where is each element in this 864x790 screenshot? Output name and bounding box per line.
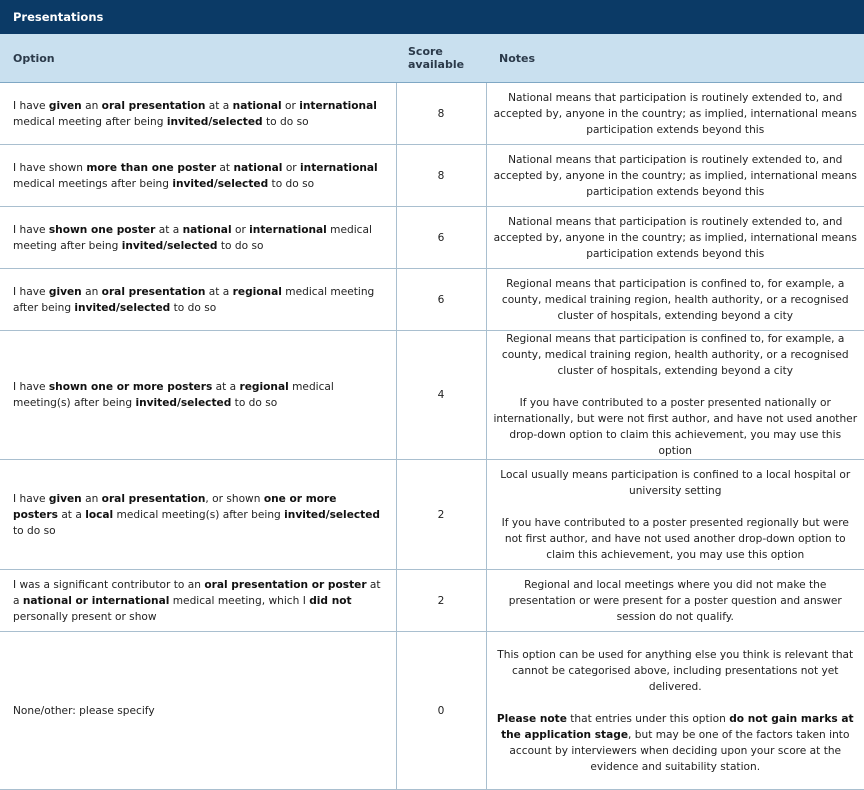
text-run: to do so xyxy=(262,115,309,128)
text-run: I have xyxy=(13,285,49,298)
header-option: Option xyxy=(0,34,396,83)
score-cell: 2 xyxy=(396,570,486,632)
text-run: an xyxy=(81,285,102,298)
bold-text: oral presentation xyxy=(101,99,206,112)
notes-cell xyxy=(486,269,864,331)
bold-text: invited/selected xyxy=(135,397,232,409)
score-cell: 2 xyxy=(396,460,486,570)
bold-text: regional xyxy=(232,285,282,298)
notes-paragraph xyxy=(493,90,859,138)
bold-text: given xyxy=(48,492,82,505)
text-run: an xyxy=(81,492,102,505)
bold-text: international xyxy=(249,223,327,236)
notes-paragraph xyxy=(493,276,859,324)
text-run: medical meeting after being xyxy=(13,223,372,252)
bold-text: given xyxy=(48,285,82,298)
table-row xyxy=(0,460,864,570)
text-run: at a xyxy=(205,99,233,112)
text-run: Local usually means participation is confined to a local hospital or university setting xyxy=(500,468,851,497)
text-run: personally present or show xyxy=(13,610,157,623)
notes-paragraph xyxy=(493,214,859,262)
notes-paragraph xyxy=(493,152,859,200)
text-run: I was a significant contributor to an xyxy=(13,578,205,591)
notes-cell xyxy=(486,207,864,269)
table-row xyxy=(0,145,864,207)
bold-text: more than one poster xyxy=(86,161,217,174)
notes-paragraph xyxy=(493,467,859,499)
bold-text: do not gain marks at the application stage xyxy=(501,712,854,741)
score-cell: 4 xyxy=(396,331,486,460)
bold-text: national xyxy=(233,161,283,174)
bold-text: given xyxy=(48,99,82,112)
option-cell xyxy=(0,331,396,460)
bold-text: did not xyxy=(309,594,352,607)
notes-paragraph xyxy=(493,647,859,695)
option-cell xyxy=(0,83,396,145)
text-run: to do so xyxy=(231,397,278,409)
text-run: or xyxy=(282,161,301,174)
text-run: Regional means that participation is confined to, for example, a county, medical training region, health authority, or a recognised cluster of hospitals, extending beyond a city xyxy=(501,333,849,377)
table-row xyxy=(0,207,864,269)
text-run: If you have contributed to a poster presented nationally or internationally, but were not first author, and have not used another drop-down option to claim this achievement, you may use this option xyxy=(493,397,858,457)
text-run: to do so xyxy=(13,524,56,537)
option-cell xyxy=(0,460,396,570)
bold-text: one or more posters xyxy=(13,492,337,521)
text-run: I have shown xyxy=(13,161,87,174)
bold-text: invited/selected xyxy=(74,301,171,314)
bold-text: oral presentation xyxy=(101,285,206,298)
text-run: at a xyxy=(155,223,183,236)
notes-cell xyxy=(486,145,864,207)
bold-text: invited/selected xyxy=(172,177,269,190)
text-run: that entries under this option xyxy=(566,712,730,725)
bold-text: international xyxy=(300,161,378,174)
text-run: to do so xyxy=(170,301,217,314)
text-run: medical meetings after being xyxy=(13,177,173,190)
option-cell xyxy=(0,632,396,790)
text-run: an xyxy=(81,99,102,112)
text-run: medical meeting(s) after being xyxy=(113,508,285,521)
header-notes: Notes xyxy=(486,34,864,83)
presentations-table xyxy=(0,34,864,790)
bold-text: invited/selected xyxy=(121,239,218,252)
text-run: or xyxy=(281,99,300,112)
option-cell xyxy=(0,207,396,269)
text-run: Regional means that participation is confined to, for example, a county, medical training region, health authority, or a recognised cluster of hospitals, extending beyond a city xyxy=(501,277,849,322)
text-run: I have xyxy=(13,99,49,112)
notes-paragraph xyxy=(493,577,859,625)
option-cell xyxy=(0,269,396,331)
text-run: , or shown xyxy=(205,492,264,505)
notes-cell xyxy=(486,570,864,632)
bold-text: local xyxy=(85,508,114,521)
table-row xyxy=(0,331,864,460)
table-row xyxy=(0,83,864,145)
notes-cell xyxy=(486,83,864,145)
bold-text: Please note xyxy=(496,712,567,725)
text-run: or xyxy=(231,223,250,236)
text-run: , but may be one of the factors taken into account by interviewers when deciding upon your score at the evidence and suitability station. xyxy=(509,728,850,773)
text-run: medical meeting after being xyxy=(13,285,375,314)
header-row xyxy=(0,34,864,83)
text-run: to do so xyxy=(268,177,315,190)
text-run: National means that participation is routinely extended to, and accepted by, anyone in the country; as implied, international means participation extends beyond this xyxy=(493,215,857,260)
table-row xyxy=(0,570,864,632)
text-run: National means that participation is routinely extended to, and accepted by, anyone in the country; as implied, international means participation extends beyond this xyxy=(493,91,857,136)
text-run: at a xyxy=(57,508,86,521)
text-run: to do so xyxy=(217,239,264,252)
notes-paragraph xyxy=(493,515,859,563)
text-run: National means that participation is routinely extended to, and accepted by, anyone in the country; as implied, international means participation extends beyond this xyxy=(493,153,857,198)
text-run: medical meeting after being xyxy=(13,115,167,128)
option-cell xyxy=(0,570,396,632)
bold-text: shown one poster xyxy=(48,223,156,236)
bold-text: oral presentation or poster xyxy=(204,578,367,591)
text-run: at a xyxy=(212,381,240,393)
notes-paragraph xyxy=(493,395,859,459)
score-cell: 6 xyxy=(396,207,486,269)
text-run: medical meeting, which I xyxy=(169,594,310,607)
bold-text: national or international xyxy=(22,594,170,607)
bold-text: invited/selected xyxy=(166,115,263,128)
text-run: I have xyxy=(13,223,49,236)
text-run: at a xyxy=(13,578,381,607)
score-cell: 0 xyxy=(396,632,486,790)
notes-paragraph xyxy=(493,711,859,775)
notes-cell xyxy=(486,331,864,460)
bold-text: international xyxy=(299,99,377,112)
text-run: Regional and local meetings where you did not make the presentation or were present for a poster question and answer session do not qualify. xyxy=(508,578,842,623)
notes-cell xyxy=(486,460,864,570)
text-run: None/other: please specify xyxy=(13,704,155,717)
bold-text: shown one or more posters xyxy=(48,381,213,393)
bold-text: oral presentation xyxy=(101,492,206,505)
text-run: If you have contributed to a poster presented regionally but were not first author, and have not used another drop-down option to claim this achievement, you may use this option xyxy=(501,516,849,561)
text-run: I have xyxy=(13,492,49,505)
notes-cell xyxy=(486,632,864,790)
text-run: at a xyxy=(205,285,233,298)
table-row xyxy=(0,269,864,331)
notes-paragraph xyxy=(493,331,859,379)
text-run: medical meeting(s) after being xyxy=(13,381,334,409)
table-row xyxy=(0,632,864,790)
bold-text: invited/selected xyxy=(284,508,380,521)
text-run: at xyxy=(216,161,234,174)
option-cell xyxy=(0,145,396,207)
section-title: Presentations xyxy=(0,0,864,34)
bold-text: regional xyxy=(239,381,289,393)
bold-text: national xyxy=(232,99,282,112)
score-cell: 6 xyxy=(396,269,486,331)
score-cell: 8 xyxy=(396,83,486,145)
header-score: Score available xyxy=(396,34,486,83)
text-run: I have xyxy=(13,381,49,393)
text-run: This option can be used for anything else you think is relevant that cannot be categorised above, including presentations not yet delivered. xyxy=(497,648,854,693)
bold-text: national xyxy=(182,223,232,236)
score-cell: 8 xyxy=(396,145,486,207)
